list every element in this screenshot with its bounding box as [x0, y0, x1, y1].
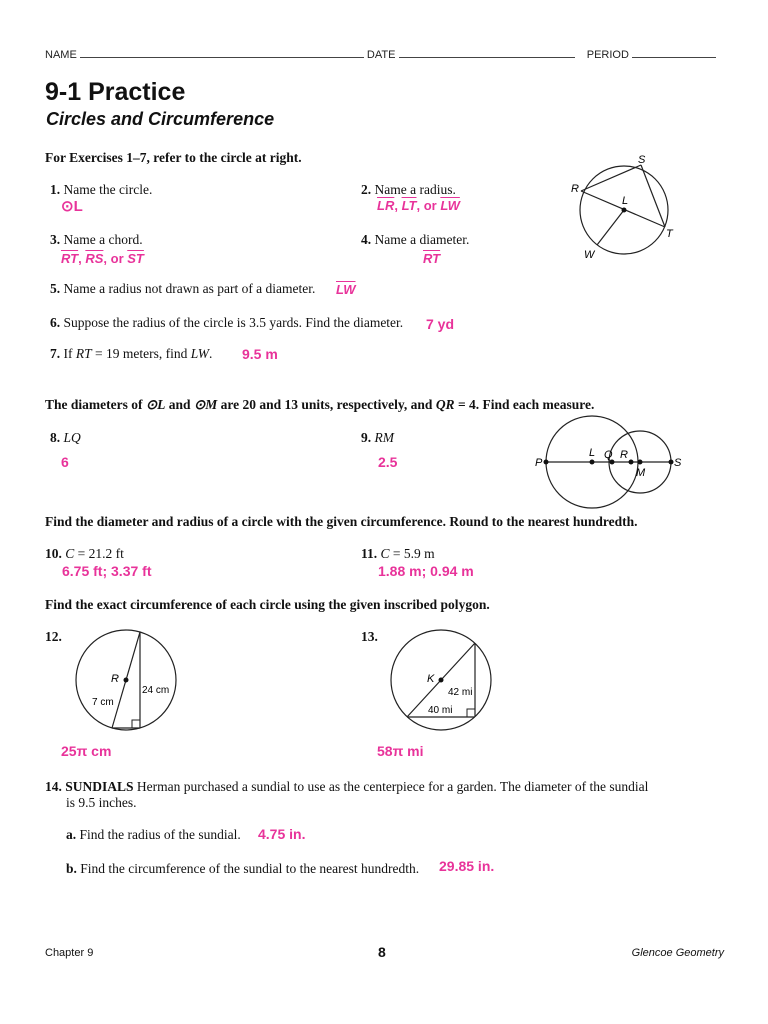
exercise-14a	[66, 827, 241, 843]
answer-5	[336, 282, 356, 297]
label-42mi: 42 mi	[448, 687, 473, 698]
exercise-2	[361, 182, 456, 198]
exercise-6	[50, 315, 403, 331]
page-subtitle: Circles and Circumference	[46, 109, 275, 129]
exercise-11	[361, 546, 435, 562]
answer-14b: 29.85 in.	[439, 858, 495, 874]
answer-10: 6.75 ft; 3.37 ft	[62, 563, 152, 579]
radius-lw	[597, 210, 624, 245]
student-header	[45, 47, 725, 61]
exercise-text: Name a chord.	[63, 232, 143, 247]
circle-l-symbol: ⊙L	[145, 397, 166, 412]
label-t: T	[666, 228, 673, 240]
exercise-7	[50, 346, 212, 362]
exercise-text: Name a diameter.	[374, 232, 470, 247]
footer-book: Glencoe Geometry	[631, 947, 724, 959]
exercise-text: Herman purchased a sundial to use as the centerpiece for a garden. The diameter of the sundial	[133, 779, 649, 794]
answer-7: 9.5 m	[242, 346, 278, 362]
variable-c: C	[380, 546, 390, 561]
separator: , or	[416, 198, 441, 213]
variable-lq: LQ	[63, 430, 81, 445]
answer-4	[423, 251, 440, 266]
part-label: a.	[66, 827, 77, 842]
segment-lr: $\overline{LR}$	[377, 198, 395, 213]
section1-instruction: For Exercises 1–7, refer to the circle at right.	[45, 150, 302, 165]
exercise-5	[50, 281, 315, 297]
exercise-text: .	[209, 346, 213, 361]
exercise-label: SUNDIALS	[65, 779, 134, 794]
right-angle-mark	[467, 709, 475, 717]
footer-page-number: 8	[378, 944, 386, 960]
exercise-text: Suppose the radius of the circle is 3.5 yards. Find the diameter.	[63, 315, 404, 330]
exercise-13	[361, 629, 378, 645]
name-label: NAME	[45, 49, 77, 61]
label-w: W	[584, 249, 595, 261]
label-24cm: 24 cm	[142, 685, 170, 696]
instruction-text: and	[165, 397, 194, 412]
exercise-number: 5.	[50, 281, 61, 296]
label-s: S	[638, 154, 646, 166]
separator: , or	[103, 251, 128, 266]
exercise-9	[361, 430, 394, 446]
exercise-14-cont: is 9.5 inches.	[66, 795, 137, 810]
label-40mi: 40 mi	[428, 705, 453, 716]
label-r: R	[111, 673, 119, 685]
answer-13: 58π mi	[377, 743, 424, 759]
answer-6: 7 yd	[426, 316, 455, 332]
exercise-number: 8.	[50, 430, 61, 445]
label-7cm: 7 cm	[92, 697, 114, 708]
exercise-text: Name the circle.	[63, 182, 153, 197]
center-point-k	[439, 678, 444, 683]
circle-k-figure	[385, 624, 505, 736]
exercise-4	[361, 232, 469, 248]
label-p: P	[535, 457, 543, 469]
chord-rs	[581, 165, 641, 191]
exercise-text: Find the radius of the sundial.	[76, 827, 241, 842]
segment-lw: $\overline{LW}$	[440, 198, 460, 213]
point-p	[544, 460, 549, 465]
variable-rm: RM	[374, 430, 394, 445]
exercise-number: 1.	[50, 182, 61, 197]
segment-lw: $\overline{LW}$	[336, 282, 356, 297]
exercise-text: Name a radius not drawn as part of a diameter.	[63, 281, 316, 296]
circles-lm-figure	[530, 415, 690, 515]
name-blank[interactable]	[80, 47, 364, 58]
label-s: S	[674, 457, 682, 469]
exercise-10	[45, 546, 124, 562]
part-label: b.	[66, 861, 77, 876]
exercise-3	[50, 232, 143, 248]
answer-1: ⊙L	[61, 198, 83, 215]
exercise-number: 10.	[45, 546, 62, 561]
answer-11: 1.88 m; 0.94 m	[378, 563, 474, 579]
variable-rt: RT	[75, 346, 92, 361]
section4-instruction: Find the exact circumference of each circle using the given inscribed polygon.	[45, 597, 490, 612]
answer-8: 6	[61, 454, 69, 470]
exercise-text: = 19 meters, find	[91, 346, 191, 361]
exercise-text: = 21.2 ft	[74, 546, 124, 561]
exercise-text: Find the circumference of the sundial to the nearest hundredth.	[76, 861, 420, 876]
exercise-text: Name a radius.	[374, 182, 456, 197]
circle-l-figure	[560, 148, 690, 266]
date-blank[interactable]	[399, 47, 575, 58]
answer-9: 2.5	[378, 454, 398, 470]
variable-qr: QR	[435, 397, 455, 412]
label-r: R	[620, 449, 628, 461]
label-q: Q	[604, 449, 613, 461]
section2-instruction	[45, 397, 594, 413]
answer-3	[61, 251, 144, 266]
exercise-number: 14.	[45, 779, 62, 794]
exercise-text: If	[63, 346, 76, 361]
exercise-number: 2.	[361, 182, 372, 197]
exercise-14	[45, 778, 725, 795]
label-l: L	[589, 447, 596, 459]
point-s	[669, 460, 674, 465]
exercise-number: 4.	[361, 232, 372, 247]
label-m: M	[636, 467, 646, 479]
exercise-number: 11.	[361, 546, 378, 561]
exercise-8	[50, 430, 81, 446]
circle-m-symbol: ⊙M	[193, 397, 218, 412]
exercise-text: = 5.9 m	[389, 546, 435, 561]
answer-2	[377, 198, 460, 213]
label-k: K	[427, 673, 435, 685]
variable-c: C	[65, 546, 75, 561]
exercise-1	[50, 182, 152, 198]
section3-instruction: Find the diameter and radius of a circle with the given circumference. Round to the nearest hundredth.	[45, 514, 638, 529]
exercise-number: 3.	[50, 232, 61, 247]
answer-14a: 4.75 in.	[258, 826, 306, 842]
date-label: DATE	[366, 49, 396, 61]
period-label: PERIOD	[586, 49, 629, 61]
exercise-number: 7.	[50, 346, 61, 361]
exercise-number: 13.	[361, 629, 378, 644]
instruction-text: The diameters of	[45, 397, 146, 412]
footer-chapter: Chapter 9	[45, 947, 94, 959]
center-point-r	[124, 678, 129, 683]
label-r: R	[571, 183, 579, 195]
segment-rt: $\overline{RT}$	[61, 251, 79, 266]
center-point-l	[622, 208, 627, 213]
separator: ,	[78, 251, 86, 266]
point-m	[638, 460, 643, 465]
exercise-14b	[66, 861, 419, 877]
separator: ,	[394, 198, 402, 213]
segment-st: $\overline{ST}$	[127, 251, 144, 266]
right-angle-mark	[132, 720, 140, 728]
page-title: 9-1 Practice	[45, 78, 186, 106]
exercise-number: 6.	[50, 315, 61, 330]
exercise-number: 12.	[45, 629, 62, 644]
point-l	[590, 460, 595, 465]
exercise-12	[45, 629, 62, 645]
variable-lw: LW	[190, 346, 210, 361]
segment-lt: $\overline{LT}$	[401, 198, 417, 213]
point-r	[629, 460, 634, 465]
answer-12: 25π cm	[61, 743, 112, 759]
instruction-text: = 4. Find each measure.	[454, 397, 595, 412]
label-l: L	[622, 195, 629, 207]
exercise-number: 9.	[361, 430, 372, 445]
circle-r-figure	[70, 624, 190, 736]
instruction-text: are 20 and 13 units, respectively, and	[217, 397, 436, 412]
segment-rt: $\overline{RT}$	[423, 251, 441, 266]
segment-rs: $\overline{RS}$	[85, 251, 104, 266]
period-blank[interactable]	[632, 47, 716, 58]
